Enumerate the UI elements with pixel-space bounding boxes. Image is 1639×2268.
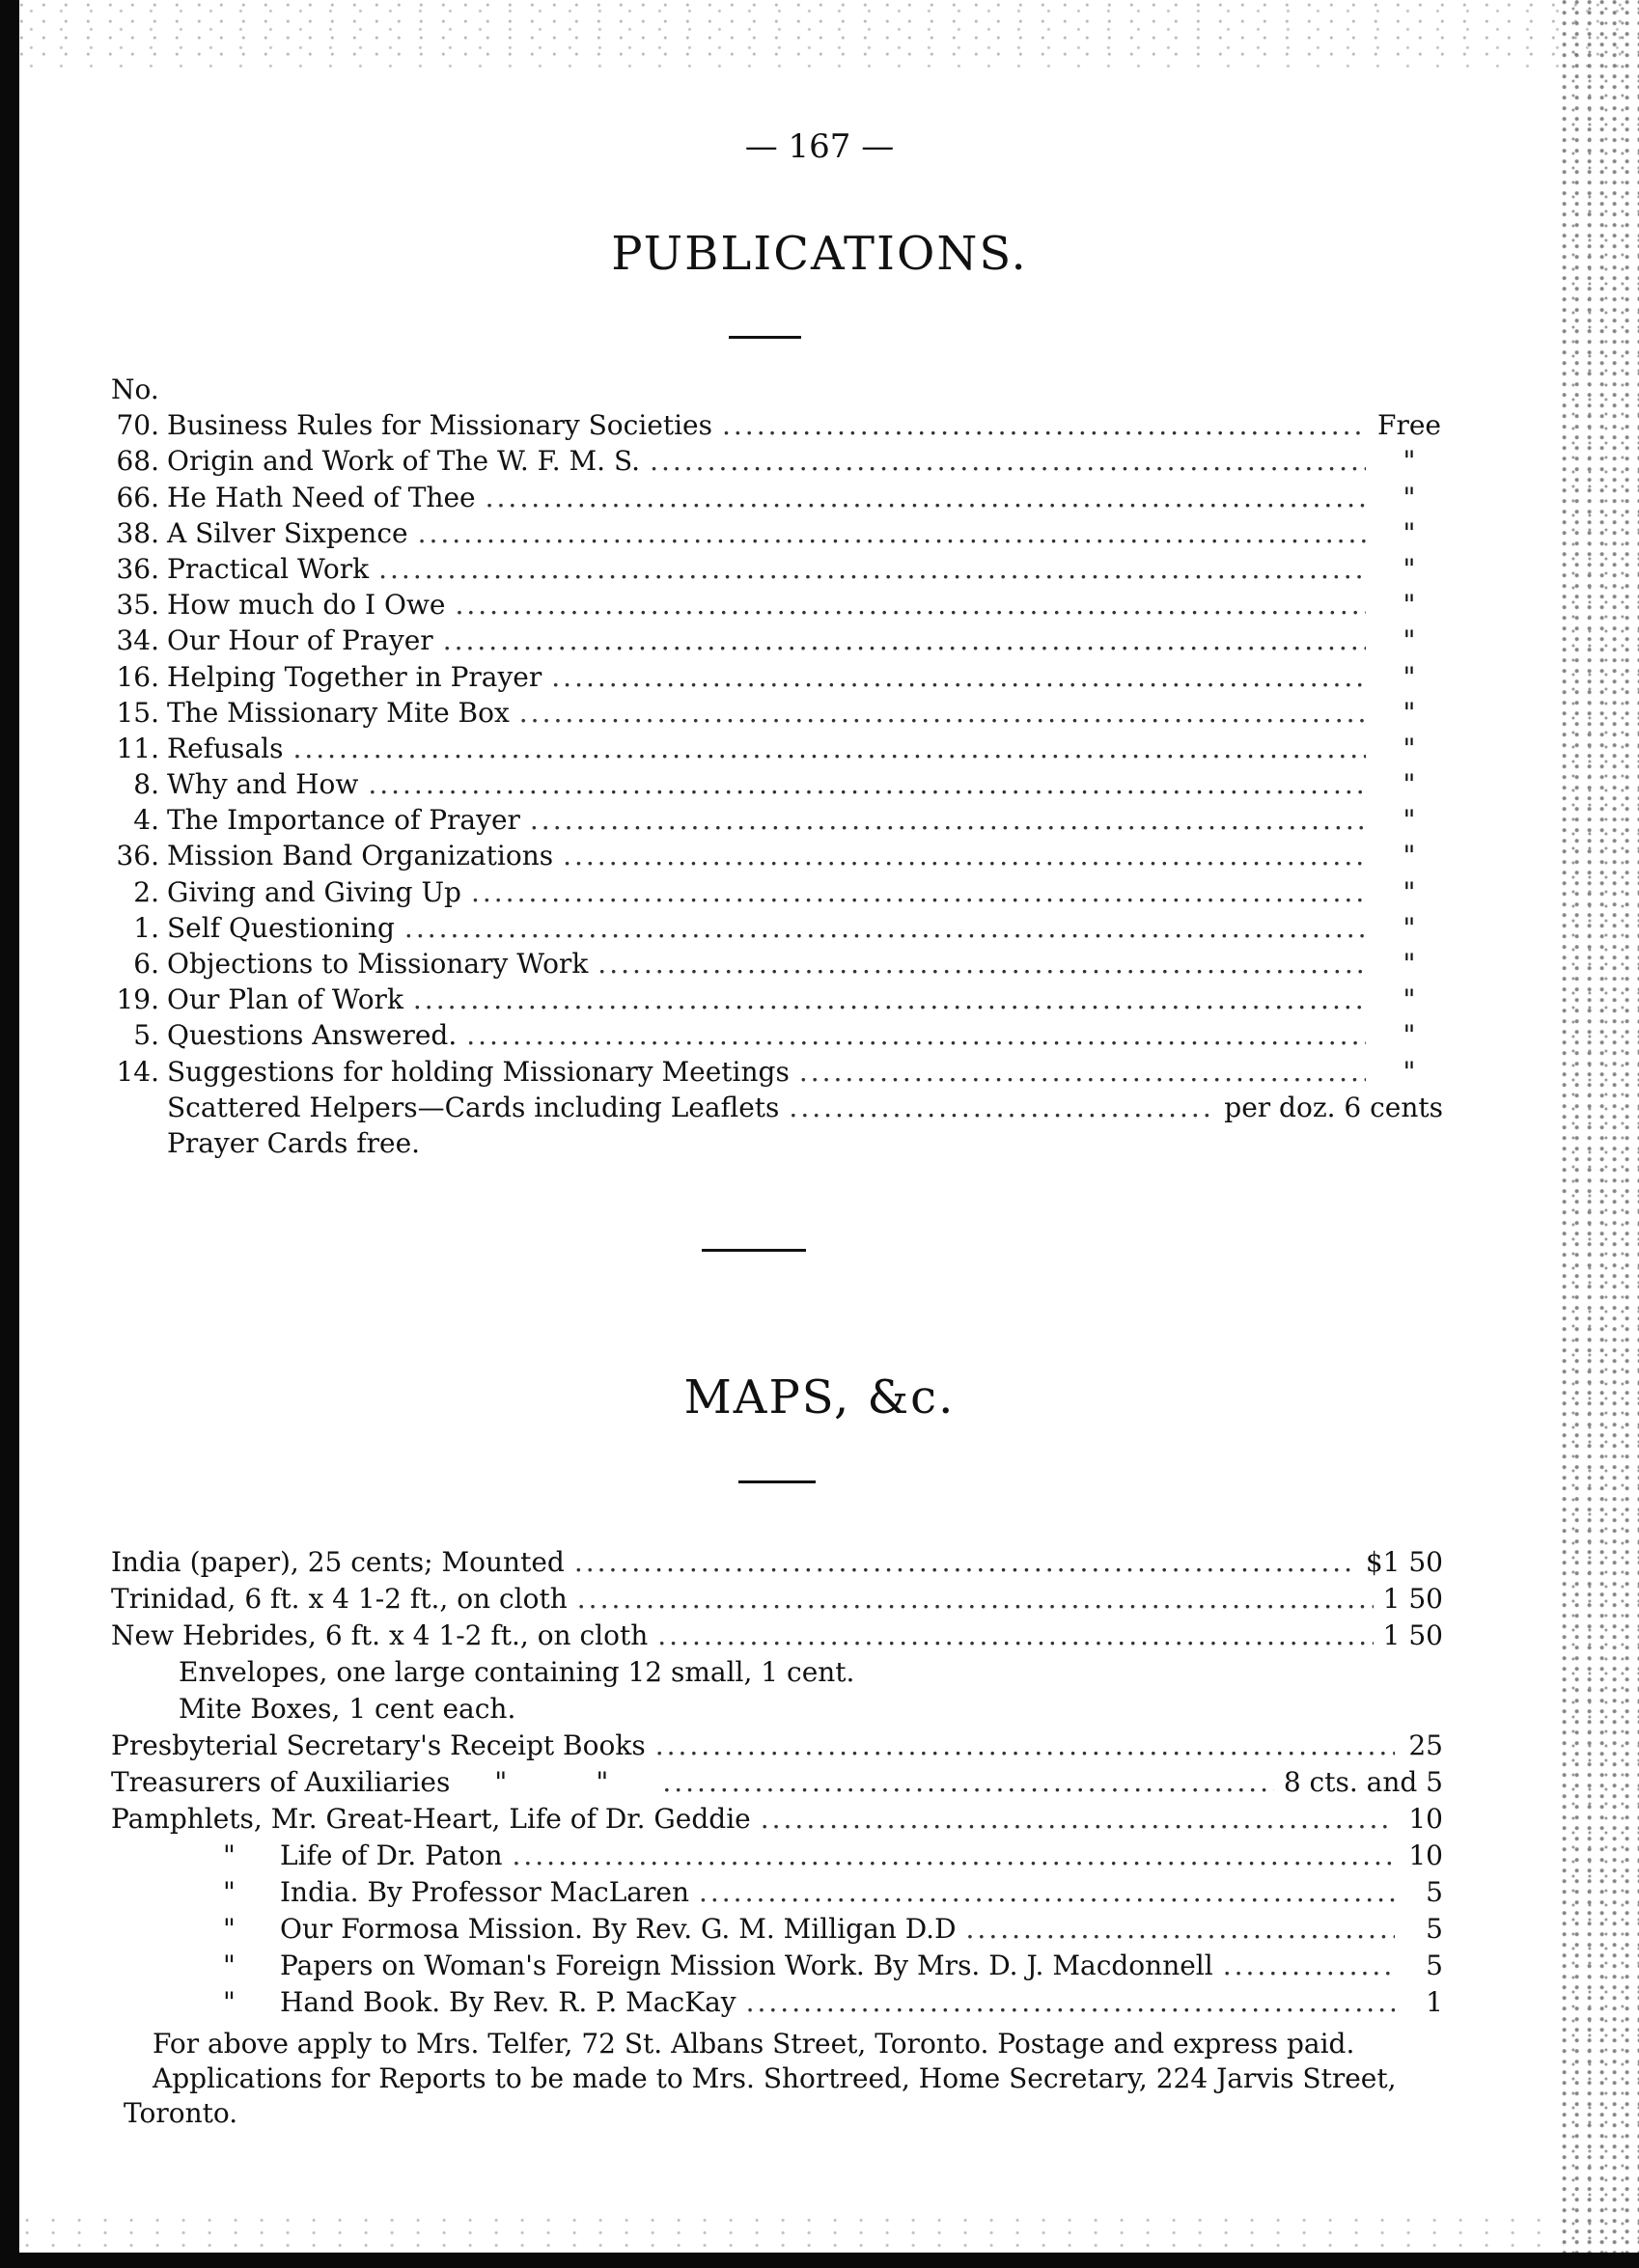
section-divider [702,1249,806,1252]
pamphlet-sub-item: " Papers on Woman's Foreign Mission Work. By Mrs. D. J. Macdonnell ..... 5 [111,1948,1443,1984]
footer-notes [124,2027,1446,2131]
scattered-helpers-item: Scattered Helpers—Cards including Leaflets ..... per doz. 6 cents [111,1090,1443,1125]
reports-note: Applications for Reports to be made to Mrs. Shortreed, Home Secretary, 224 Jarvis Street, Toronto. [124,2062,1397,2129]
publications-title: PUBLICATIONS. [611,227,1028,281]
list-item: 8. Why and How ..... " [111,766,1443,802]
list-item: 5. Questions Answered. ..... " [111,1017,1443,1053]
list-item: 15. The Missionary Mite Box ..... " [111,695,1443,731]
list-item: 35. How much do I Owe ..... " [111,587,1443,622]
list-item: 1. Self Questioning ..... " [111,910,1443,946]
title-rule [738,1480,816,1483]
scan-noise-right [1562,0,1639,2253]
prayer-cards-note: Prayer Cards free. [167,1126,421,1159]
list-item: Trinidad, 6 ft. x 4 1-2 ft., on cloth ..... 1 50 [111,1581,1443,1618]
list-item: 70. Business Rules for Missionary Societies ..... Free [111,407,1443,443]
maps-title: MAPS, &c. [683,1370,956,1424]
page-number: — 167 — [744,127,895,166]
page-edge-left [0,0,19,2268]
list-item: 6. Objections to Missionary Work ..... " [111,946,1443,982]
envelopes-note: Envelopes, one large containing 12 small, 1 cent. [179,1656,855,1688]
scan-noise-bottom [19,2214,1564,2253]
list-item: 2. Giving and Giving Up ..... " [111,874,1443,910]
pamphlet-sub-item: " Life of Dr. Paton ..... 10 [111,1838,1443,1874]
mite-boxes-note: Mite Boxes, 1 cent each. [179,1693,516,1725]
pamphlet-sub-item: " Hand Book. By Rev. R. P. MacKay ..... 1 [111,1984,1443,2021]
page-edge-bottom [0,2253,1639,2268]
title-rule [729,336,801,339]
pamphlet-sub-item: " Our Formosa Mission. By Rev. G. M. Milligan D.D ..... 5 [111,1911,1443,1948]
list-item: India (paper), 25 cents; Mounted ..... $1 50 [111,1544,1443,1581]
maps-list [111,1544,1443,2021]
list-item: New Hebrides, 6 ft. x 4 1-2 ft., on cloth ..... 1 50 [111,1618,1443,1654]
list-item: 19. Our Plan of Work ..... " [111,982,1443,1017]
list-item: 14. Suggestions for holding Missionary Meetings ..... " [111,1054,1443,1090]
list-item: 11. Refusals ..... " [111,731,1443,766]
list-item: 36. Mission Band Organizations ..... " [111,838,1443,873]
list-item: 16. Helping Together in Prayer ..... " [111,659,1443,695]
list-item: Presbyterial Secretary's Receipt Books ..... 25 [111,1728,1443,1764]
list-item: Treasurers of Auxiliaries " " ..... 8 cts. and 5 [111,1764,1443,1801]
list-item: 4. The Importance of Prayer ..... " [111,802,1443,838]
list-item: 34. Our Hour of Prayer ..... " [111,622,1443,658]
list-item: 38. A Silver Sixpence ..... " [111,515,1443,551]
scan-noise-top [19,0,1639,68]
list-item: Pamphlets, Mr. Great-Heart, Life of Dr. Geddie ..... 10 [111,1801,1443,1838]
order-note: For above apply to Mrs. Telfer, 72 St. Albans Street, Toronto. Postage and express paid. [153,2028,1355,2060]
list-header: No. [111,373,159,405]
pamphlet-sub-item: " India. By Professor MacLaren ..... 5 [111,1874,1443,1911]
list-item: 66. He Hath Need of Thee ..... " [111,480,1443,515]
list-item: 36. Practical Work ..... " [111,551,1443,587]
list-item: 68. Origin and Work of The W. F. M. S. ..... " [111,443,1443,479]
publications-list [111,372,1443,1161]
